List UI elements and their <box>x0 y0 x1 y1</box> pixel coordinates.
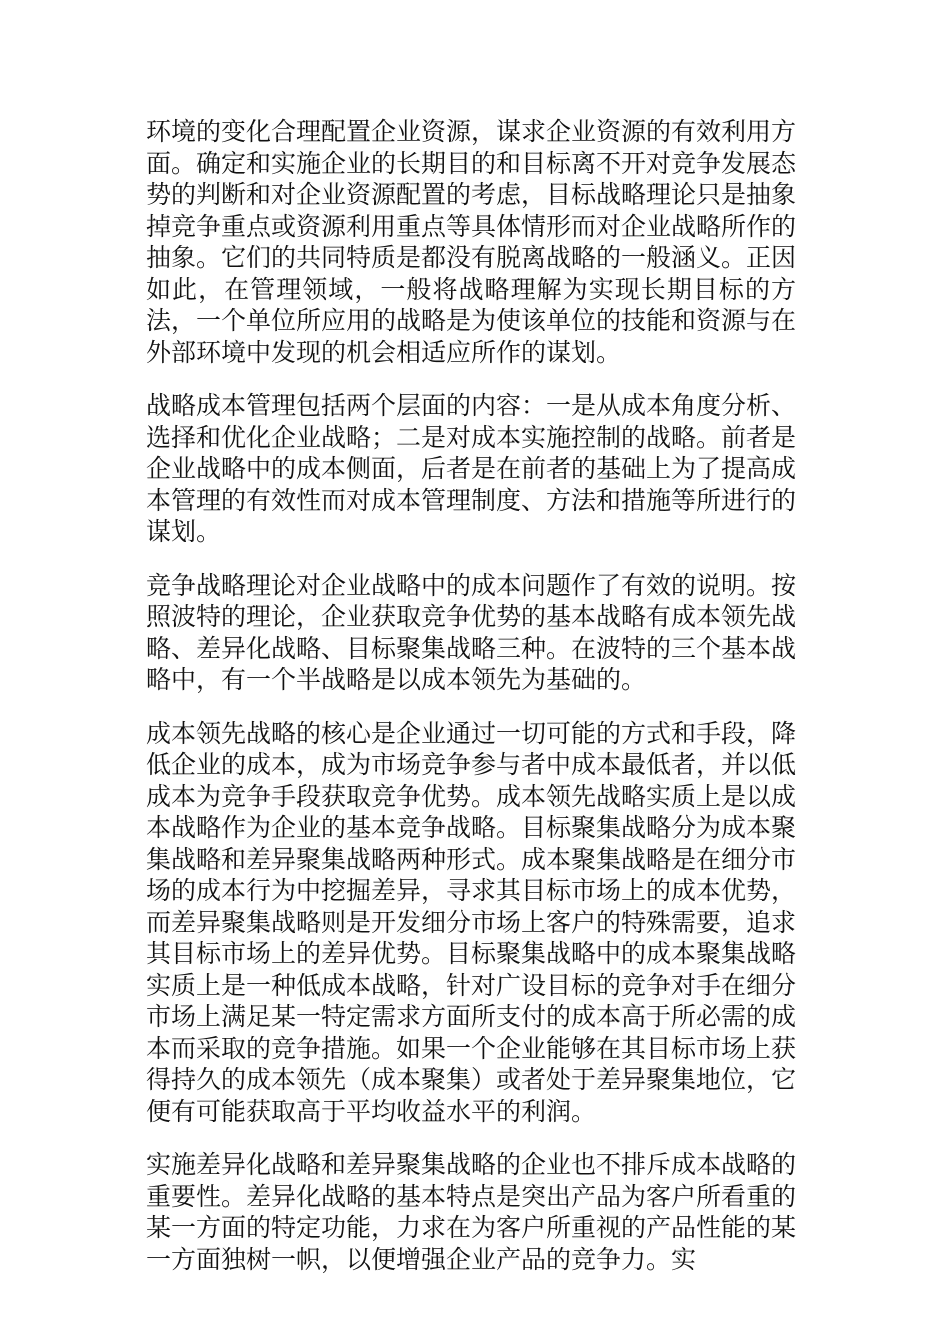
paragraph: 实施差异化战略和差异聚集战略的企业也不排斥成本战略的重要性。差异化战略的基本特点是突出产品为客户所看重的某一方面的特定功能，力求在为客户所重视的产品性能的某一方面独树一帜，以便增强企业产品的竞争力。实 <box>146 1150 797 1274</box>
paragraph: 战略成本管理包括两个层面的内容：一是从成本角度分析、选择和优化企业战略；二是对成本实施控制的战略。前者是企业战略中的成本侧面，后者是在前者的基础上为了提高成本管理的有效性而对成本管理制度、方法和措施等所进行的谋划。 <box>146 391 797 546</box>
paragraph: 成本领先战略的核心是企业通过一切可能的方式和手段，降低企业的成本，成为市场竞争参与者中成本最低者，并以低成本为竞争手段获取竞争优势。成本领先战略实质上是以成本战略作为企业的基本竞争战略。目标聚集战略分为成本聚集战略和差异聚集战略两种形式。成本聚集战略是在细分市场的成本行为中挖掘差异，寻求其目标市场上的成本优势，而差异聚集战略则是开发细分市场上客户的特殊需要，追求其目标市场上的差异优势。目标聚集战略中的成本聚集战略实质上是一种低成本战略，针对广设目标的竞争对手在细分市场上满足某一特定需求方面所支付的成本高于所必需的成本而采取的竞争措施。如果一个企业能够在其目标市场上获得持久的成本领先（成本聚集）或者处于差异聚集地位，它便有可能获取高于平均收益水平的利润。 <box>146 718 797 1126</box>
document-body <box>146 116 796 1297</box>
paragraph: 环境的变化合理配置企业资源，谋求企业资源的有效利用方面。确定和实施企业的长期目的和目标离不开对竞争发展态势的判断和对企业资源配置的考虑，目标战略理论只是抽象掉竞争重点或资源利用重点等具体情形而对企业战略所作的抽象。它们的共同特质是都没有脱离战略的一般涵义。正因如此，在管理领域，一般将战略理解为实现长期目标的方法，一个单位所应用的战略是为使该单位的技能和资源与在外部环境中发现的机会相适应所作的谋划。 <box>146 117 797 367</box>
paragraph: 竞争战略理论对企业战略中的成本问题作了有效的说明。按照波特的理论，企业获取竞争优势的基本战略有成本领先战略、差异化战略、目标聚集战略三种。在波特的三个基本战略中，有一个半战略是以成本领先为基础的。 <box>146 570 797 694</box>
